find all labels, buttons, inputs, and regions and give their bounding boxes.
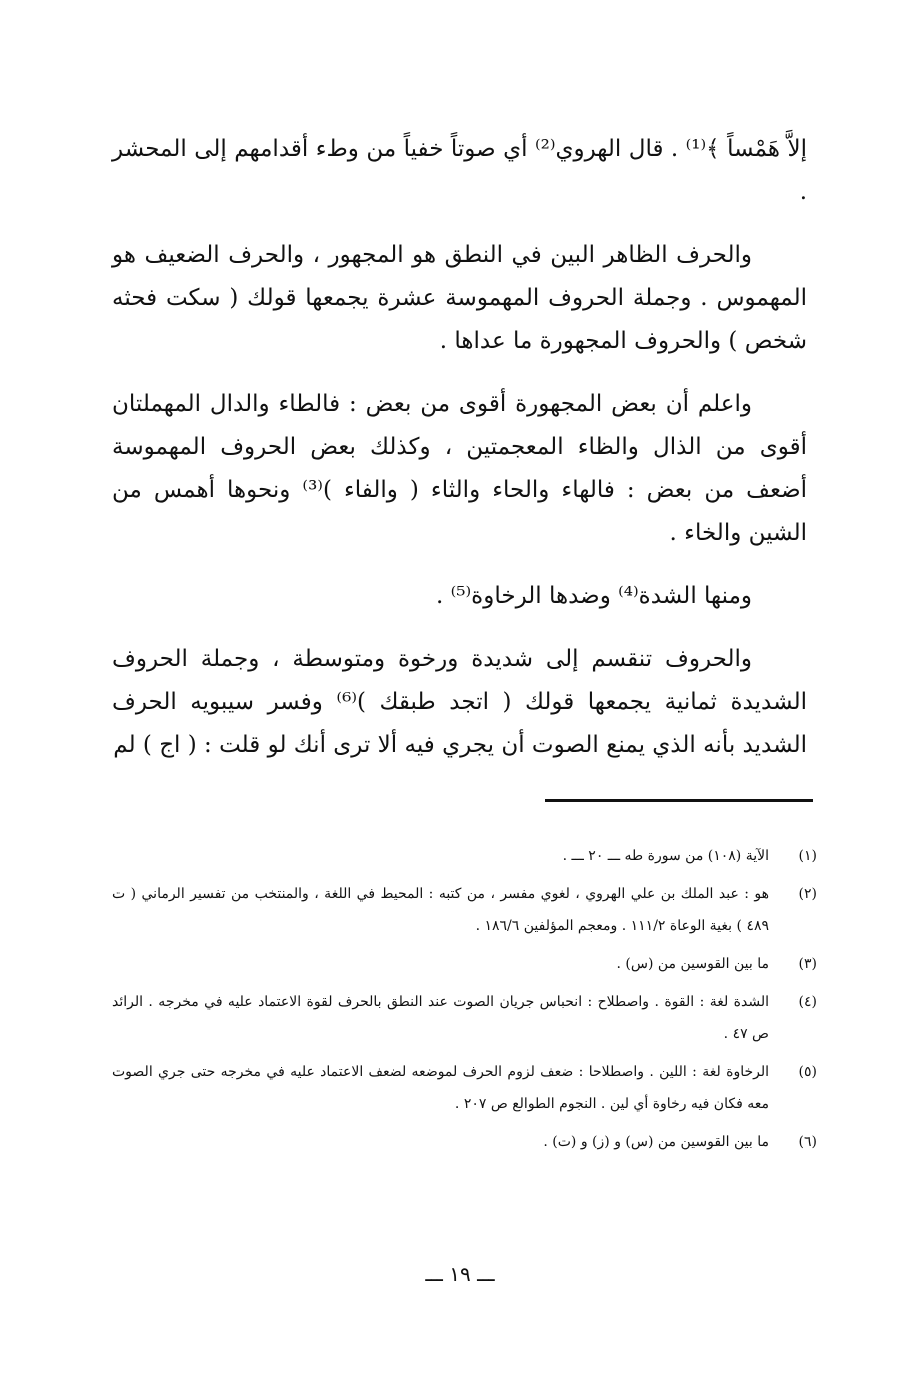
main-text-body xyxy=(112,128,807,767)
paragraph-2: والحرف الظاهر البين في النطق هو المجهور ، والحرف الضعيف هو المهموس . وجملة الحروف المهموسة عشرة يجمعها قولك ( سكت فحثه شخص ) والحروف المجهورة ما عداها . xyxy=(112,242,807,354)
footnote-2 xyxy=(112,878,817,942)
footnote-6 xyxy=(112,1126,817,1158)
footnote-3 xyxy=(112,948,817,980)
footnote-5 xyxy=(112,1056,817,1120)
footnotes xyxy=(112,840,817,1164)
paragraph-1: إلاَّ هَمْساً ﴾⁽¹⁾ . قال الهروي⁽²⁾ أي صوتاً خفياً من وطء أقدامهم إلى المحشر . xyxy=(112,136,807,205)
paragraph-5: والحروف تنقسم إلى شديدة ورخوة ومتوسطة ، وجملة الحروف الشديدة ثمانية يجمعها قولك ( اتجد طبقك )⁽⁶⁾ وفسر سيبويه الحرف الشديد بأنه الذي يمنع الصوت أن يجري فيه ألا ترى أنك لو قلت : ( اج ) لم xyxy=(112,646,807,758)
paragraph-4: ومنها الشدة⁽⁴⁾ وضدها الرخاوة⁽⁵⁾ . xyxy=(436,583,752,609)
paragraph-3: واعلم أن بعض المجهورة أقوى من بعض : فالطاء والدال المهملتان أقوى من الذال والظاء المعجمتين ، وكذلك بعض الحروف المهموسة أضعف من بعض : فالهاء والحاء والثاء ( والفاء )⁽³⁾ ونحوها أهمس من الشين والخاء . xyxy=(112,391,807,546)
footnote-number: (٢) xyxy=(798,886,817,902)
footnote-1 xyxy=(112,840,817,872)
footnote-text: الشدة لغة : القوة . واصطلاح : انحباس جريان الصوت عند النطق بالحرف لقوة الاعتماد عليه في مخرجه . الرائد ص ٤٧ . xyxy=(112,994,769,1042)
footnote-number: (٥) xyxy=(798,1064,817,1080)
footnote-number: (٦) xyxy=(798,1134,817,1150)
footnote-number: (١) xyxy=(798,848,817,864)
footnote-number: (٣) xyxy=(798,956,817,972)
footnote-text: الرخاوة لغة : اللين . واصطلاحا : ضعف لزوم الحرف لموضعه لضعف الاعتماد عليه في مخرجه حتى جري الصوت معه فكان فيه رخاوة أي لين . النجوم الطوالع ص ٢٠٧ . xyxy=(112,1064,769,1112)
footnote-4 xyxy=(112,986,817,1050)
page-number: ـــ ١٩ ـــ xyxy=(425,1262,495,1286)
footnote-text: هو : عبد الملك بن علي الهروي ، لغوي مفسر ، من كتبه : المحيط في اللغة ، والمنتخب من تفسير الرماني ( ت ٤٨٩ ) بغية الوعاة ١١١/٢ . ومعجم المؤلفين ١٨٦/٦ . xyxy=(112,886,769,934)
footnote-text: الآية (١٠٨) من سورة طه ـــ ٢٠ ـــ . xyxy=(562,848,769,864)
footnote-separator xyxy=(545,799,813,802)
footnote-text: ما بين القوسين من (س) . xyxy=(616,956,769,972)
footnote-number: (٤) xyxy=(798,994,817,1010)
footnote-text: ما بين القوسين من (س) و (ز) و (ت) . xyxy=(543,1134,769,1150)
